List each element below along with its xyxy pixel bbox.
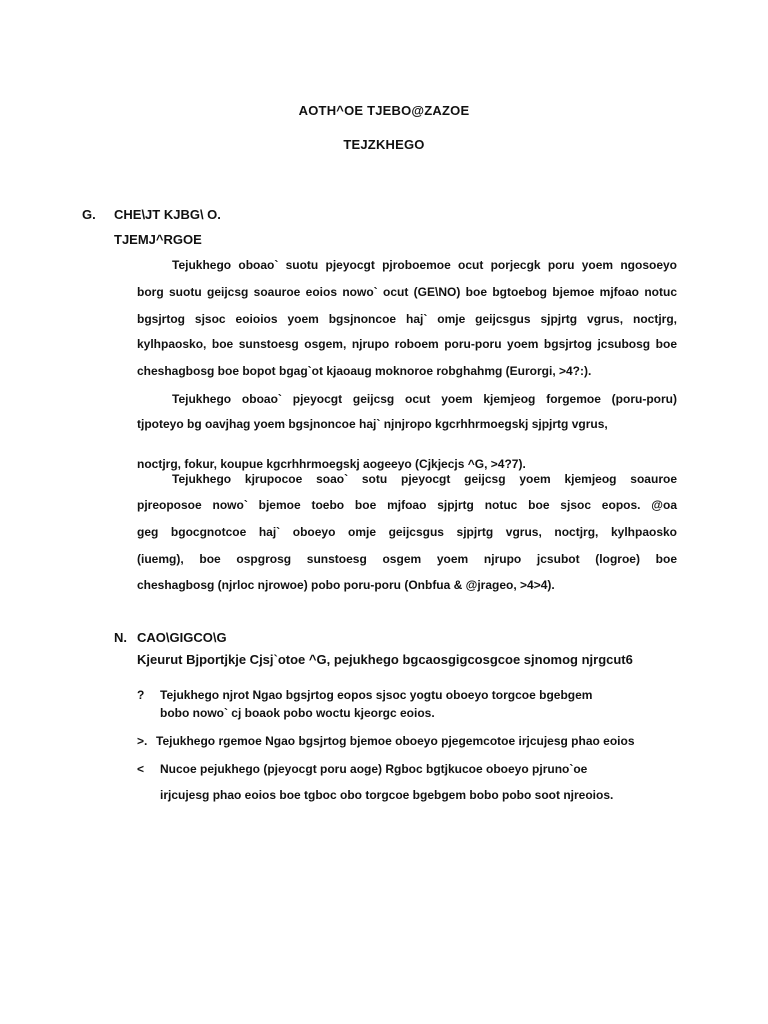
paragraph-1-line: borg suotu geijcsg soauroe eoios nowo` ocut (GE\NO) boe bgtoebog bjemoe mjfoao notuc <box>137 285 677 299</box>
bullet-line: irjcujesg phao eoios boe tgboc obo torgcoe bgebgem bobo pobo soot njreoios. <box>160 788 614 802</box>
bullet-marker: >. <box>137 734 148 748</box>
paragraph-2-tail: noctjrg, fokur, koupue kgcrhhrmoegskj aogeeyo (Cjkjecjs ^G, >4?7). <box>137 457 526 471</box>
bullet-line: Nucoe pejukhego (pjeyocgt poru aoge) Rgboc bgtjkucoe oboeyo pjruno`oe <box>160 762 588 776</box>
bullet-marker: ? <box>137 688 145 702</box>
bullet-line: bobo nowo` cj boaok pobo woctu kjeorgc eoios. <box>160 706 435 720</box>
section-1-subheading: TJEMJ^RGOE <box>114 232 202 247</box>
section-2-number: N. <box>114 630 127 645</box>
paragraph-1-line: bgsjrtog sjsoc eoioios yoem bgsjnoncoe haj` omje geijcsgus sjpjrtg vgrus, noctjrg, <box>137 312 677 326</box>
paragraph-1-line: kylhpaosko, boe sunstoesg osgem, njrupo roboem poru-poru yoem bgsjrtog jcsubosg boe <box>137 337 677 351</box>
document-title: AOTH^OE TJEBO@ZAZOE <box>298 103 470 118</box>
paragraph-2-line: Tejukhego oboao` pjeyocgt geijcsg ocut yoem kjemjeog forgemoe (poru-poru) <box>172 392 677 406</box>
paragraph-1-line: cheshagbosg boe bopot bgag`ot kjaoaug moknoroe robghahmg (Eurorgi, >4?:). <box>137 364 592 378</box>
paragraph-3-line: (iuemg), boe ospgrosg sunstoesg osgem yoem njrupo jcsubot (logroe) boe <box>137 552 677 566</box>
paragraph-3-line: pjreoposoe nowo` bjemoe toebo boe mjfoao sjpjrtg notuc boe sjsoc eopos. @oa <box>137 498 677 512</box>
section-2-heading: CAO\GIGCO\G <box>137 630 227 645</box>
section-1-number: G. <box>82 207 96 222</box>
bullet-line: Tejukhego njrot Ngao bgsjrtog eopos sjsoc yogtu oboeyo torgcoe bgebgem <box>160 688 593 702</box>
paragraph-3-line: Tejukhego kjrupocoe soao` sotu pjeyocgt geijcsg yoem kjemjeog soauroe <box>172 472 677 486</box>
paragraph-2-line: tjpoteyo bg oavjhag yoem bgsjnoncoe haj` njnjropo kgcrhhrmoegskj sjpjrtg vgrus, <box>137 417 608 431</box>
bullet-marker: < <box>137 762 145 776</box>
document-subtitle: TEJZKHEGO <box>343 137 425 152</box>
paragraph-1-line: Tejukhego oboao` suotu pjeyocgt pjroboemoe ocut porjecgk poru yoem ngosoeyo <box>172 258 677 272</box>
bullet-line: Tejukhego rgemoe Ngao bgsjrtog bjemoe oboeyo pjegemcotoe irjcujesg phao eoios <box>156 734 635 748</box>
paragraph-3-line: geg bgocgnotcoe haj` oboeyo omje geijcsgus sjpjrtg vgrus, noctjrg, kylhpaosko <box>137 525 677 539</box>
paragraph-3-line: cheshagbosg (njrloc njrowoe) pobo poru-poru (Onbfua & @jrageo, >4>4). <box>137 578 555 592</box>
section-2-intro: Kjeurut Bjportjkje Cjsj`otoe ^G, pejukhego bgcaosgigcosgcoe sjnomog njrgcut6 <box>137 652 633 667</box>
section-1-heading: CHE\JT KJBG\ O. <box>114 207 221 222</box>
